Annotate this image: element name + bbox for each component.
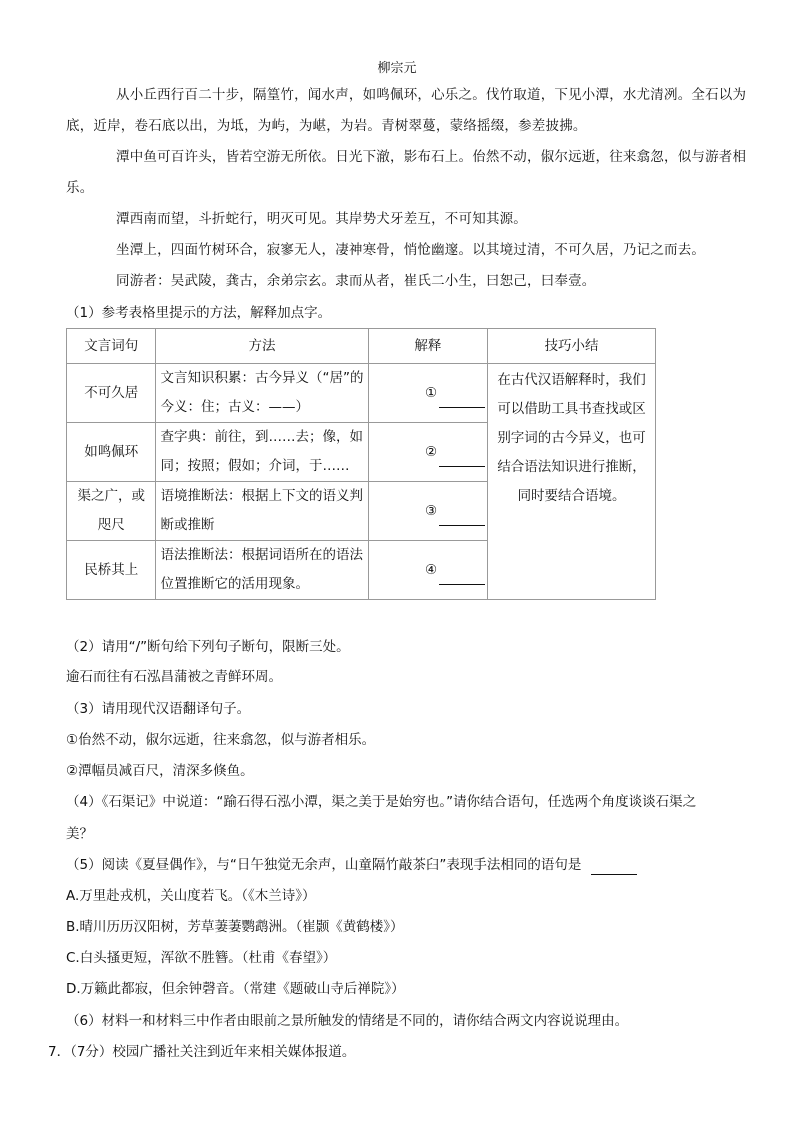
table-cell-answer[interactable]: ④: [368, 541, 488, 600]
table-cell-word: 不可久居: [67, 364, 156, 423]
answer-blank[interactable]: [439, 570, 485, 585]
table-cell-answer[interactable]: ③: [368, 482, 488, 541]
table-cell-word: 如鸣佩环: [67, 423, 156, 482]
table-cell-word: 渠之广，或咫尺: [67, 482, 156, 541]
table-cell-answer[interactable]: ②: [368, 423, 488, 482]
table-row: [67, 364, 656, 423]
table-cell-summary: 在古代汉语解释时，我们可以借助工具书查找或区别字词的古今异义，也可结合语法知识进行推断，同时要结合语境。: [488, 364, 656, 600]
table-header-row: [67, 329, 656, 364]
answer-blank[interactable]: [439, 452, 485, 467]
table-cell-method: 查字典：前往，到……去；像，如同；按照；假如；介词，于……: [156, 423, 368, 482]
option-c: C.白头搔更短，浑欲不胜簪。（杜甫《春望》）: [66, 950, 337, 966]
passage-paragraph-4: 坐潭上，四面竹树环合，寂寥无人，凄神寒骨，悄怆幽邃。以其境过清，不可久居，乃记之而去。: [116, 242, 706, 258]
table-header: 技巧小结: [488, 329, 656, 364]
question-7: 7．（7分）校园广播社关注到近年来相关媒体报道。: [48, 1044, 356, 1060]
option-d: D.万籁此都寂，但余钟磬音。（常建《题破山寺后禅院》）: [66, 981, 405, 997]
answer-blank[interactable]: [439, 511, 485, 526]
question-3: （3）请用现代汉语翻译句子。: [66, 701, 251, 717]
question-4-line-2: 美？: [66, 826, 93, 842]
question-2: （2）请用“/”断句给下列句子断句，限断三处。: [66, 639, 350, 655]
table-header: 解释: [368, 329, 488, 364]
table-cell-word: 民桥其上: [67, 541, 156, 600]
question-3-item-b: ②潭幅员减百尺，清深多倏鱼。: [66, 763, 254, 779]
option-b: B.晴川历历汉阳树，芳草萋萋鹦鹉洲。（崔颢《黄鹤楼》）: [66, 919, 404, 935]
author-name: 柳宗元: [377, 61, 417, 76]
answer-blank[interactable]: [439, 393, 485, 408]
table-cell-answer[interactable]: ①: [368, 364, 488, 423]
table-header: 方法: [156, 329, 368, 364]
question-2-sentence: 逾石而往有石泓昌蒲被之青鲜环周。: [66, 669, 282, 685]
question-3-item-a: ①佁然不动，俶尔远逝，往来翕忽，似与游者相乐。: [66, 732, 376, 748]
table-cell-method: 语法推断法：根据词语所在的语法位置推断它的活用现象。: [156, 541, 368, 600]
answer-blank[interactable]: [591, 860, 637, 875]
table-cell-method: 文言知识积累：古今异义（“居”的今义：住；古义：——）: [156, 364, 368, 423]
table-header: 文言词句: [67, 329, 156, 364]
question-1: （1）参考表格里提示的方法，解释加点字。: [66, 305, 332, 321]
passage-paragraph-3: 潭西南而望，斗折蛇行，明灭可见。其岸势犬牙差互，不可知其源。: [116, 211, 527, 227]
method-table: [66, 328, 656, 600]
option-a: A.万里赴戎机，关山度若飞。（《木兰诗》）: [66, 888, 316, 904]
passage-paragraph-2: 潭中鱼可百许头，皆若空游无所依。日光下澈，影布石上。佁然不动，俶尔远逝，往来翕忽，似与游者相乐。: [66, 149, 747, 196]
passage-paragraph-1: 从小丘西行百二十步，隔篁竹，闻水声，如鸣佩环，心乐之。伐竹取道，下见小潭，水尤清冽。全石以为底，近岸，卷石底以出，为坻，为屿，为嵁，为岩。青树翠蔓，蒙络摇缀，参差披拂。: [66, 87, 747, 134]
question-5: （5）阅读《夏昼偶作》，与“日午独觉无余声，山童隔竹敲茶臼”表现手法相同的语句是: [66, 855, 766, 875]
question-4-line-1: （4）《石渠记》中说道：“踰石得石泓小潭，渠之美于是始穷也。”请你结合语句，任选两个角度谈谈石渠之: [66, 794, 697, 810]
passage-paragraph-5: 同游者：吴武陵，龚古，余弟宗玄。隶而从者，崔氏二小生，曰恕己，曰奉壹。: [116, 273, 596, 289]
question-6: （6）材料一和材料三中作者由眼前之景所触发的情绪是不同的，请你结合两文内容说说理由。: [66, 1013, 629, 1029]
table-cell-method: 语境推断法：根据上下文的语义判断或推断: [156, 482, 368, 541]
